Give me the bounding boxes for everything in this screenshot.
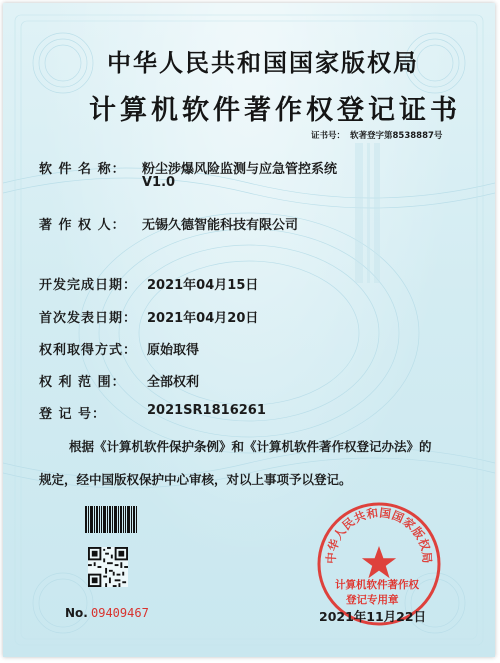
software-name: 粉尘涉爆风险监测与应急管控系统 [142, 162, 338, 177]
cert-number: 软著登字第8538887号 [350, 131, 443, 141]
acquire-label: 权利取得方式： [39, 343, 138, 358]
seal-ring-text: 中华人民共和国国家版权局 [323, 505, 435, 565]
reg-no: 2021SR1816261 [147, 403, 266, 418]
dev-date-label: 开发完成日期： [39, 278, 138, 293]
reg-no-label: 登 记 号： [39, 407, 107, 422]
issue-date: 2021年11月22日 [319, 609, 427, 624]
dev-date: 2021年04月15日 [147, 278, 259, 293]
software-name-label: 软 件 名 称： [39, 162, 126, 177]
barcode-icon [85, 506, 137, 533]
seal-inner-line1: 计算机软件著作权 [335, 579, 419, 591]
statement-line2: 规定，经中国版权保护中心审核，对以上事项予以登记。 [39, 472, 352, 487]
statement-line1: 根据《计算机软件保护条例》和《计算机软件著作权登记办法》的 [69, 439, 432, 454]
certificate-title: 计算机软件著作权登记证书 [89, 95, 461, 126]
owner: 无锡久德智能科技有限公司 [142, 218, 299, 233]
owner-label: 著 作 权 人： [39, 218, 126, 233]
software-version: V1.0 [142, 175, 176, 190]
star-icon [362, 546, 396, 578]
serial-label: No. [65, 606, 88, 620]
cert-number-label: 证书号： [311, 131, 346, 141]
serial-number: 09409467 [91, 606, 149, 620]
certificate [3, 3, 495, 657]
scope: 全部权利 [147, 375, 200, 390]
scope-label: 权 利 范 围： [39, 375, 126, 390]
qr-code-icon [88, 547, 128, 587]
publish-date: 2021年04月20日 [147, 311, 259, 326]
seal-inner-line2: 登记专用章 [346, 594, 399, 606]
publish-date-label: 首次发表日期： [39, 311, 138, 326]
acquire-method: 原始取得 [147, 343, 200, 358]
issuer-title: 中华人民共和国国家版权局 [107, 49, 419, 77]
